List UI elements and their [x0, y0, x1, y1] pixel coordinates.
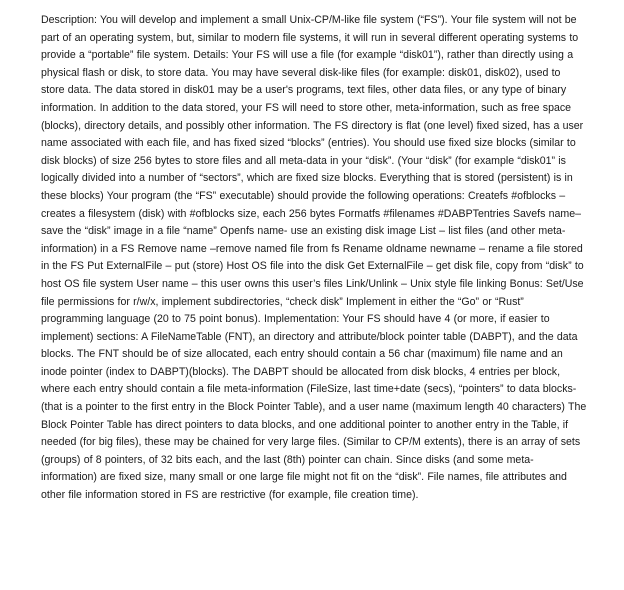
- document-body-text: Description: You will develop and implement a small Unix-CP/M-like file system (“FS”). Your file system will not be part of an operating system, but, similar to modern file systems, it will run in several different operating systems to provide a “portable” file system. Details: Your FS will use a file (for example “disk01”), rather than directly using a physical flash or disk, to store data. You may have several disk-like files (for example: disk01, disk02), used to store data. The data stored in disk01 may be a user's programs, text files, other data files, or any type of binary information. In addition to the data stored, your FS will need to store other, meta-information, such as free space (blocks), directory details, and possibly other information. The FS directory is flat (one level) fixed sized, has a user name associated with each file, and has fixed sized “blocks” (entries). You should use fixed size blocks (similar to disk blocks) of size 256 bytes to store files and all meta-data in your “disk”. (Your “disk” (for example “disk01” is logically divided into a number of “sectors”, which are fixed size blocks. Everything that is stored (persistent) is in these blocks) Your program (the “FS” executable) should provide the following operations: Createfs #ofblocks – creates a filesystem (disk) with #ofblocks size, each 256 bytes Formatfs #filenames #DABPTentries Savefs name– save the “disk” image in a file “name” Openfs name- use an existing disk image List – list files (and other meta-information) in a FS Remove name –remove named file from fs Rename oldname newname – rename a file stored in the FS Put ExternalFile – put (store) Host OS file into the disk Get ExternalFile – get disk file, copy from “disk” to host OS file system User name – this user owns this user’s files Link/Unlink – Unix style file linking Bonus: Set/Use file permissions for r/w/x, implement subdirectories, “check disk” Implement in either the “Go” or “Rust” programming language (20 to 75 point bonus). Implementation: Your FS should have 4 (or more, if easier to implement) sections: A FileNameTable (FNT), an directory and attribute/block pointer table (DABPT), and the data blocks. The FNT should be of size allocated, each entry should contain a 56 char (maximum) file name and an inode pointer (index to DABPT)(blocks). The DABPT should be allocated from disk blocks, 4 entries per block, where each entry should contain a file meta-information (FileSize, last time+date (secs), “pointers” to data blocks- (that is a pointer to the first entry in the Block Pointer Table), and a user name (maximum length 40 characters) The Block Pointer Table has direct pointers to data blocks, and one additional pointer to another entry in the Table, if needed (for big files), these may be chained for very large files. (Similar to CP/M extents), there is an array of sets (groups) of 8 pointers, of 32 bits each, and the last (8th) pointer can chain. Since disks (and some meta-information) are fixed size, many small or one large file might not fit on the “disk”. File names, file attributes and other file information stored in FS are restrictive (for example, file creation time).: [41, 14, 587, 502]
